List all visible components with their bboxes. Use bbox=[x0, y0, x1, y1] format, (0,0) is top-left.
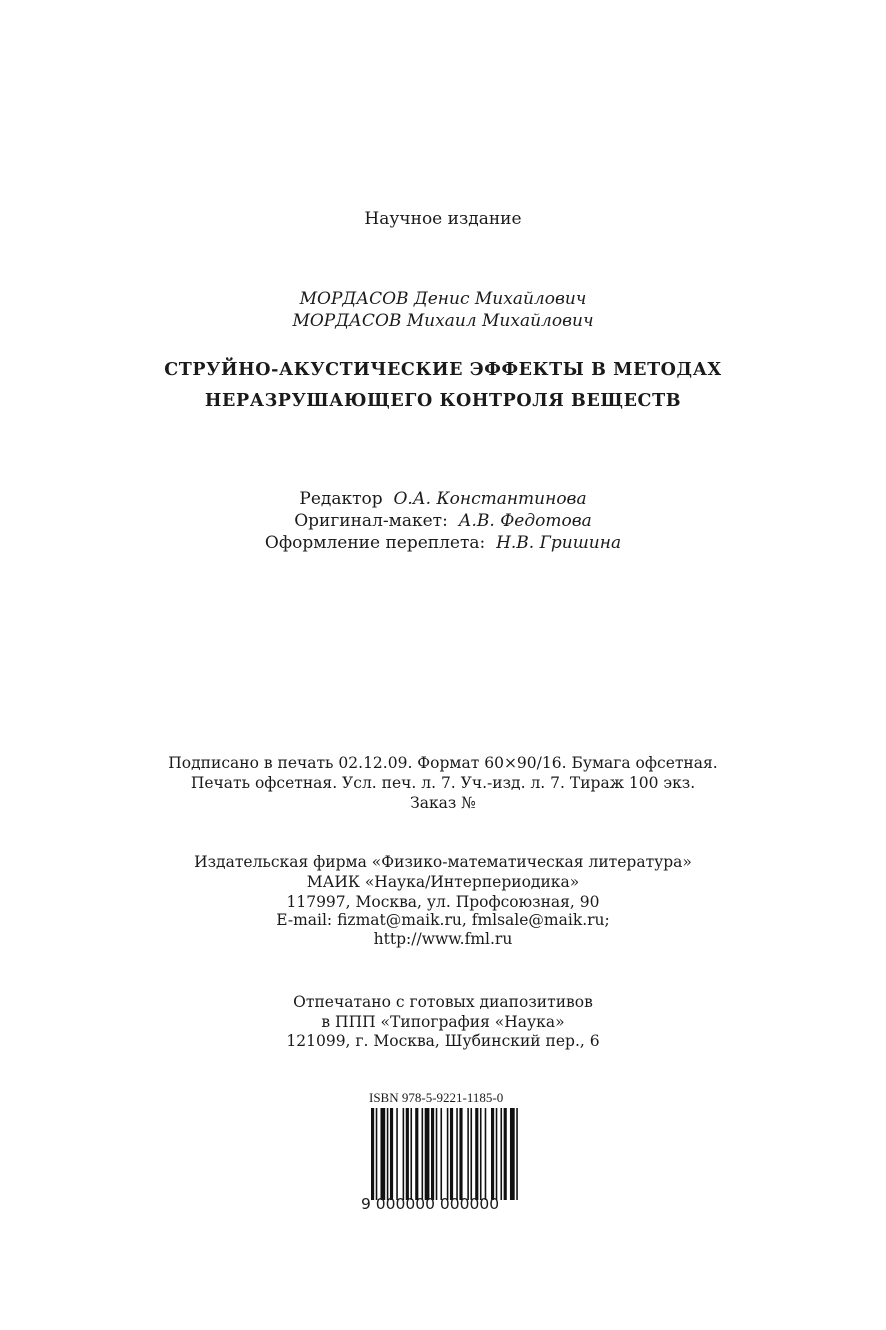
author-2: МОРДАСОВ Михаил Михайлович bbox=[292, 311, 594, 331]
publisher-line-1: Издательская фирма «Физико-математическая литература» bbox=[194, 853, 692, 871]
credit-name: Н.В. Гришина bbox=[496, 533, 622, 553]
barcode-digits: 9 000000 000000 bbox=[361, 1195, 500, 1213]
credit-role: Оформление переплета: bbox=[264, 533, 486, 553]
print-info-line-3: Заказ № bbox=[410, 794, 476, 812]
credit-role: Оригинал-макет: bbox=[294, 511, 448, 531]
barcode-icon bbox=[371, 1108, 521, 1200]
book-title-line-1: СТРУЙНО-АКУСТИЧЕСКИЕ ЭФФЕКТЫ В МЕТОДАХ bbox=[164, 360, 722, 380]
credit-name: О.А. Константинова bbox=[393, 489, 587, 509]
credit-name: А.В. Федотова bbox=[458, 511, 592, 531]
genre-label: Научное издание bbox=[364, 209, 522, 229]
print-info-line-2: Печать офсетная. Усл. печ. л. 7. Уч.-изд. л. 7. Тираж 100 экз. bbox=[190, 774, 696, 792]
publisher-line-5: http://www.fml.ru bbox=[373, 930, 513, 948]
credit-layout bbox=[0, 511, 886, 531]
book-title-line-2: НЕРАЗРУШАЮЩЕГО КОНТРОЛЯ ВЕЩЕСТВ bbox=[204, 391, 682, 411]
credit-editor bbox=[0, 489, 886, 509]
print-info-line-1: Подписано в печать 02.12.09. Формат 60×90/16. Бумага офсетная. bbox=[168, 754, 718, 772]
printer-line-1: Отпечатано с готовых диапозитивов bbox=[293, 993, 593, 1011]
publisher-line-4: E-mail: fizmat@maik.ru, fmlsale@maik.ru; bbox=[276, 911, 610, 929]
printer-line-3: 121099, г. Москва, Шубинский пер., 6 bbox=[286, 1032, 600, 1050]
author-1: МОРДАСОВ Денис Михайлович bbox=[299, 289, 587, 309]
credit-role: Редактор bbox=[299, 489, 383, 509]
credit-cover bbox=[0, 533, 886, 553]
printer-line-2: в ППП «Типография «Наука» bbox=[321, 1013, 565, 1031]
publisher-line-3: 117997, Москва, ул. Профсоюзная, 90 bbox=[286, 893, 600, 911]
publisher-line-2: МАИК «Наука/Интерпериодика» bbox=[306, 873, 580, 891]
isbn-label: ISBN 978-5-9221-1185-0 bbox=[369, 1090, 504, 1105]
